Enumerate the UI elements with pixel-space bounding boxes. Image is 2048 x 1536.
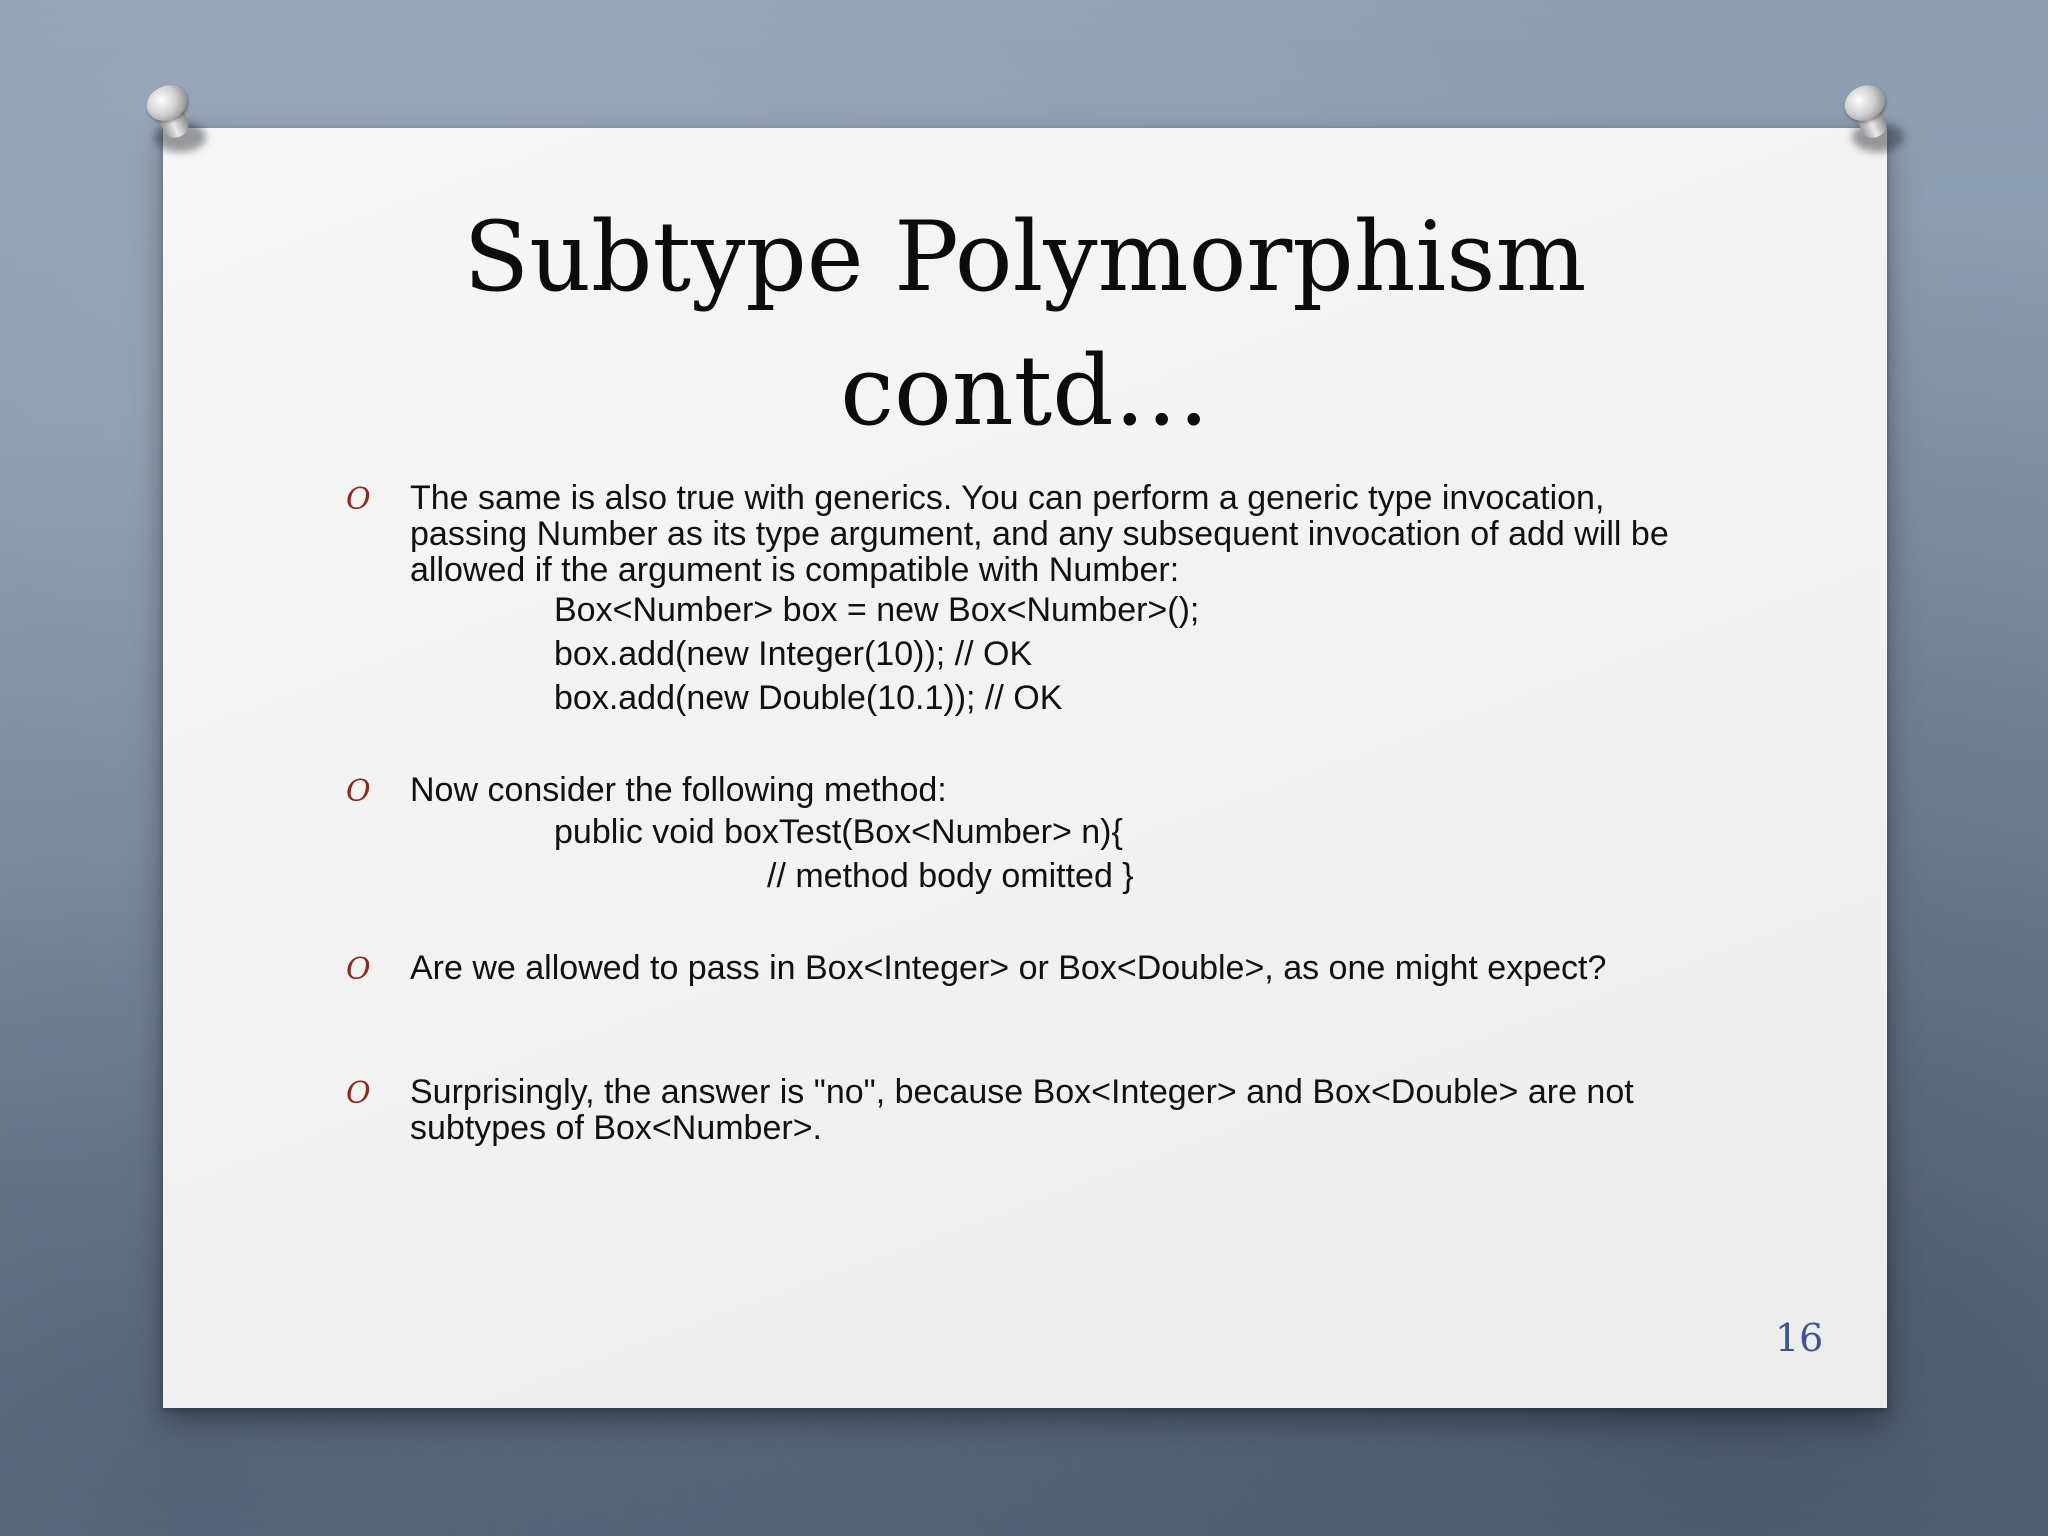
code-line: Box<Number> box = new Box<Number>(); xyxy=(554,591,1200,629)
pushpin-icon xyxy=(140,86,202,148)
code-line: box.add(new Integer(10)); // OK xyxy=(554,635,1033,673)
code-line: box.add(new Double(10.1)); // OK xyxy=(554,679,1063,717)
page-number: 16 xyxy=(1775,1316,1824,1360)
bullet-marker-icon: O xyxy=(346,482,371,517)
pushpin-icon xyxy=(1838,86,1900,148)
bullet-list xyxy=(163,128,1887,1408)
slide-title-line-1: Subtype Polymorphism xyxy=(463,201,1587,313)
bullet-marker-icon: O xyxy=(346,774,371,809)
bullet-marker-icon: O xyxy=(346,952,371,987)
bullet-text: Surprisingly, the answer is "no", because Box<Integer> and Box<Double> are not subtypes of Box<Number>. xyxy=(410,1073,1634,1147)
bullet-text: Now consider the following method: xyxy=(410,771,947,809)
slide-title-line-2: contd… xyxy=(840,335,1210,447)
code-line: // method body omitted } xyxy=(767,857,1134,895)
bullet-text: The same is also true with generics. You can perform a generic type invocation, passing Number as its type argument, and any subsequent invocation of add will be allowed if the argument is compatible with Number: xyxy=(410,479,1669,589)
bullet-marker-icon: O xyxy=(346,1076,371,1111)
code-line: public void boxTest(Box<Number> n){ xyxy=(554,813,1123,851)
bullet-text: Are we allowed to pass in Box<Integer> or Box<Double>, as one might expect? xyxy=(410,949,1607,987)
slide xyxy=(163,128,1887,1408)
